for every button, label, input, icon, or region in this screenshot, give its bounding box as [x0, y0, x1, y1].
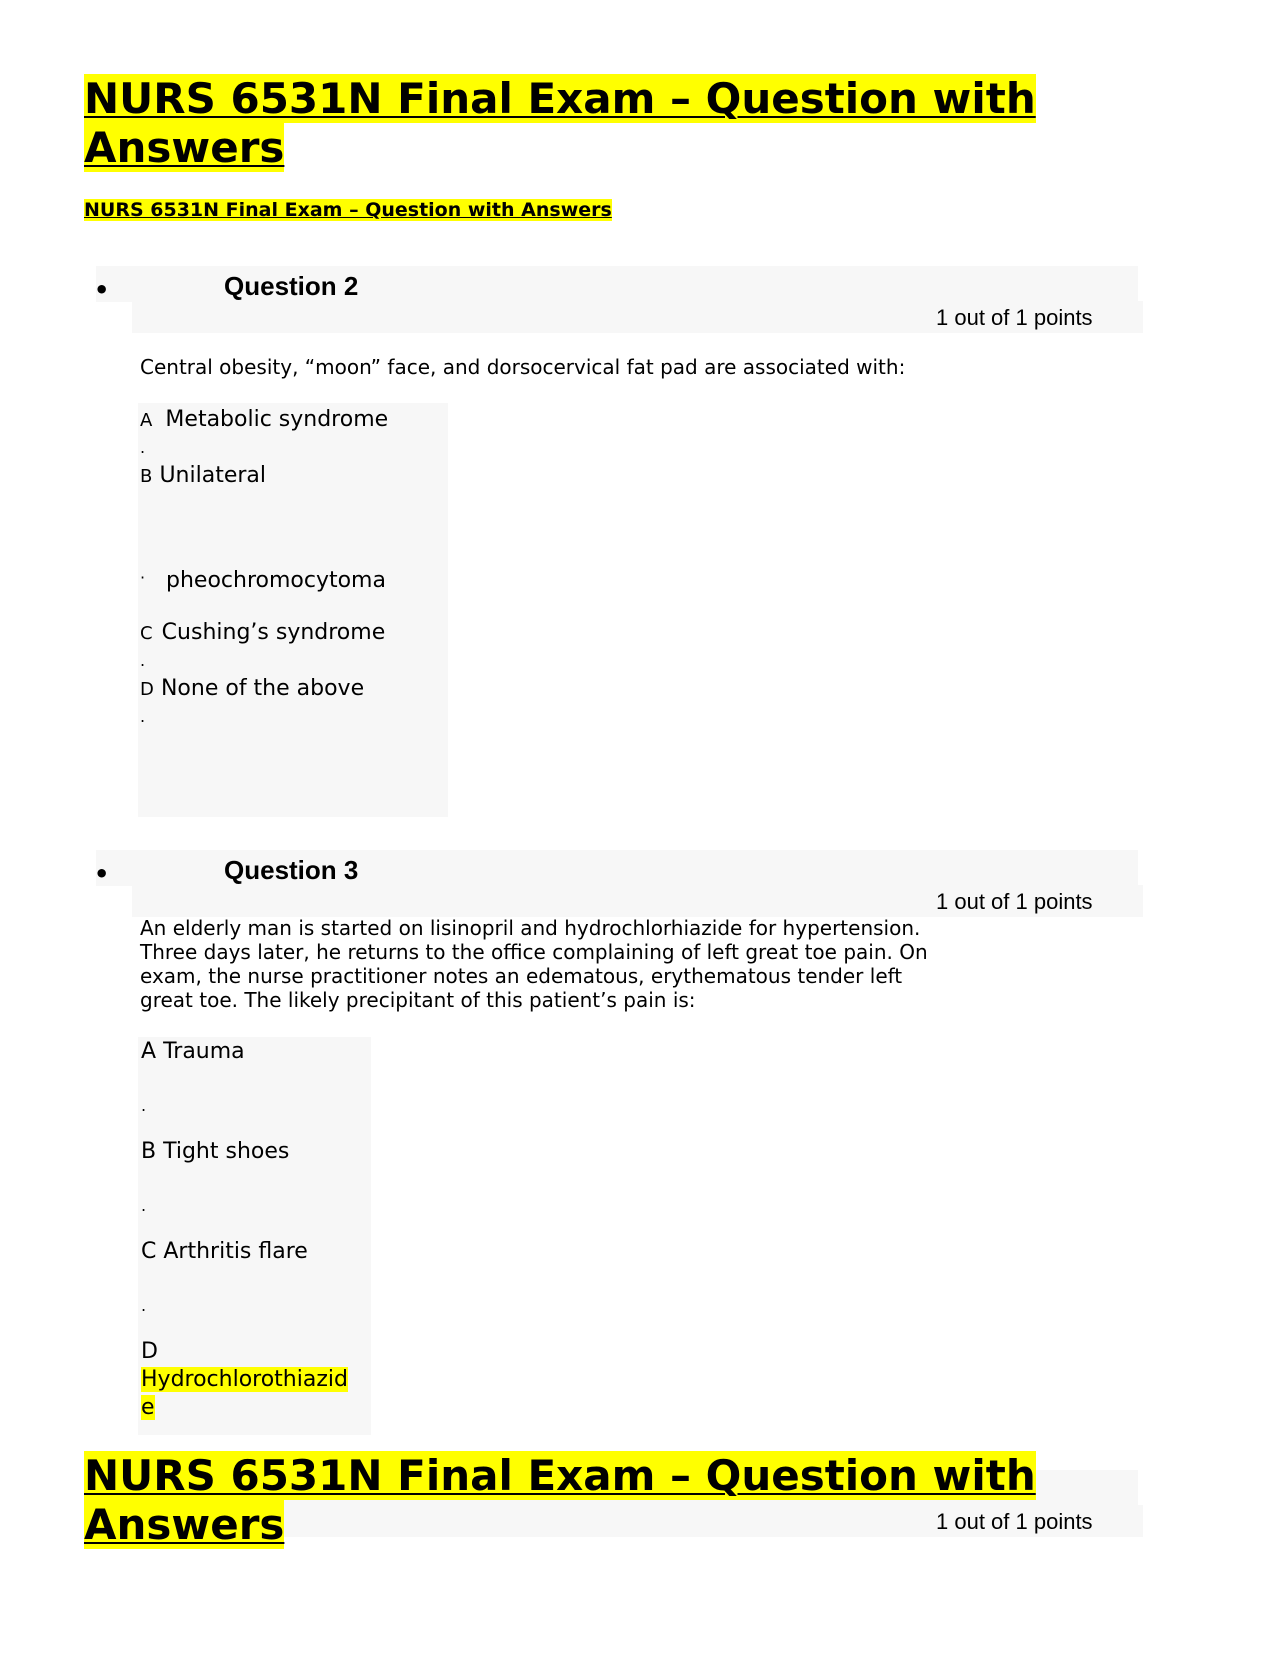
footer-title-line-2: Answers — [84, 1500, 285, 1549]
option-letter: D — [140, 679, 154, 700]
q3-option-d[interactable] — [141, 1338, 348, 1422]
option-letter: C — [141, 1239, 157, 1264]
q2-option-c[interactable] — [140, 619, 385, 647]
question-3-text-line: An elderly man is started on lisinopril and hydrochlorhiazide for hypertension. — [140, 916, 921, 940]
q2-option-a[interactable] — [140, 406, 388, 434]
option-separator-dot: . — [141, 1196, 147, 1215]
question-3-text-line: Three days later, he returns to the office complaining of left great toe pain. On — [140, 940, 928, 964]
option-letter: B — [140, 466, 153, 487]
q3-option-c[interactable] — [141, 1238, 308, 1266]
q2-option-b[interactable] — [140, 462, 266, 490]
option-separator-dot: · — [140, 568, 146, 587]
option-separator-dot: . — [140, 651, 146, 670]
option-text-highlighted: Hydrochlorothiazid — [141, 1367, 348, 1392]
option-text: Metabolic syndrome — [165, 407, 389, 432]
option-separator-dot: . — [140, 438, 146, 457]
bullet-icon: • — [94, 860, 110, 888]
question-3-text — [140, 916, 928, 1012]
q3-option-a[interactable] — [141, 1038, 245, 1066]
title-line-2: Answers — [84, 123, 285, 172]
q2-option-d[interactable] — [140, 675, 364, 703]
q2-option-b-continued: pheochromocytoma — [166, 568, 386, 593]
option-separator-dot: . — [140, 707, 146, 726]
question-2-label: Question 2 — [224, 271, 359, 301]
option-text: None of the above — [160, 676, 365, 701]
option-text: Trauma — [163, 1039, 245, 1064]
option-letter: B — [141, 1139, 157, 1164]
question-3-text-line: exam, the nurse practitioner notes an edematous, erythematous tender left — [140, 964, 903, 988]
q3-option-b[interactable] — [141, 1138, 289, 1166]
question-3-label: Question 3 — [224, 855, 359, 885]
option-text: Tight shoes — [163, 1139, 290, 1164]
option-separator-dot: . — [141, 1296, 147, 1315]
question-3-text-line: great toe. The likely precipitant of this patient’s pain is: — [140, 988, 696, 1012]
title-line-1: NURS 6531N Final Exam – Question with — [84, 74, 1036, 123]
question-2-text: Central obesity, “moon” face, and dorsocervical fat pad are associated with: — [140, 355, 906, 379]
question-4-points: 1 out of 1 points — [936, 1509, 1093, 1534]
option-letter: A — [140, 410, 153, 431]
question-3-points: 1 out of 1 points — [936, 889, 1093, 914]
option-letter: A — [141, 1039, 157, 1064]
document-subtitle — [84, 198, 612, 222]
bullet-icon: • — [94, 276, 110, 304]
footer-title-line-1: NURS 6531N Final Exam – Question with — [84, 1451, 1036, 1500]
document-title — [84, 74, 1084, 172]
option-separator-dot: . — [141, 1096, 147, 1115]
option-text: Unilateral — [159, 463, 267, 488]
option-letter: C — [140, 623, 153, 644]
option-text: Cushing’s syndrome — [161, 620, 386, 645]
footer-title — [84, 1451, 1084, 1549]
option-letter: D — [141, 1339, 158, 1364]
subtitle-text: NURS 6531N Final Exam – Question with Answers — [84, 199, 612, 221]
question-2-points: 1 out of 1 points — [936, 305, 1093, 330]
option-text-highlighted: e — [141, 1395, 155, 1420]
option-text: Arthritis flare — [163, 1239, 308, 1264]
